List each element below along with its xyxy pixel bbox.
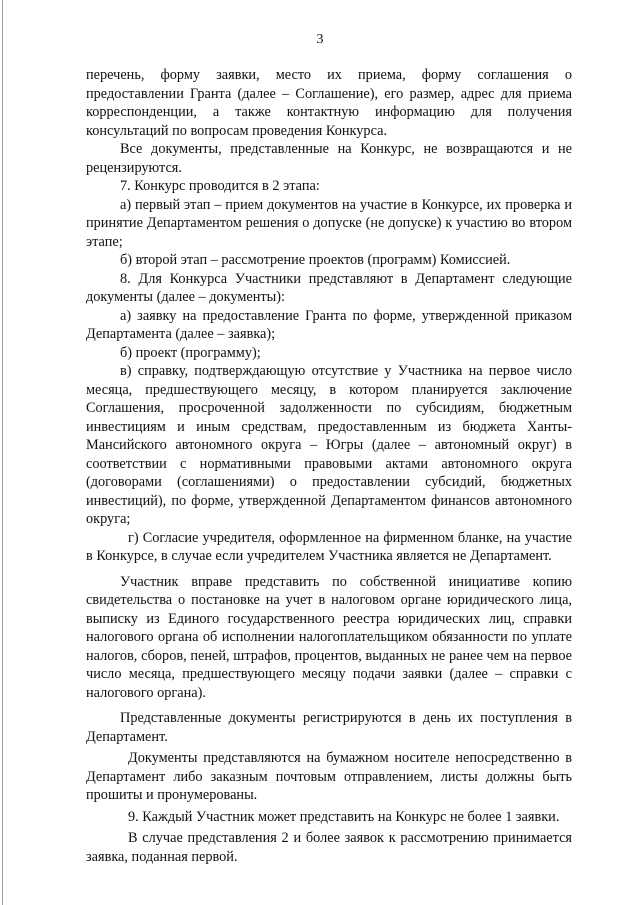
- paragraph-item-8v: в) справку, подтверждающую отсутствие у Участника на первое число месяца, предшествующего месяцу, в котором планируется заключение Соглашения, просроченной задолженности по субсидиям, бюджетным инвестициям и иным средствам, предоставленным из бюджета Ханты-Мансийского автономного округа – Югры (далее – автономный округ) в соответствии с нормативными правовыми актами автономного округа (договорами (соглашениями) о предоставлении субсидий, бюджетных инвестиций), по форме, утвержденной Департаментом финансов автономного округа;: [86, 363, 572, 527]
- document-body: [86, 66, 572, 866]
- paragraph-item-8a: а) заявку на предоставление Гранта по форме, утвержденной приказом Департамента (далее – заявка);: [86, 307, 572, 342]
- paragraph-multiple-applications: В случае представления 2 и более заявок к рассмотрению принимается заявка, поданная первой.: [86, 830, 572, 865]
- paragraph-item-7b: б) второй этап – рассмотрение проектов (программ) Комиссией.: [120, 252, 511, 268]
- paragraph-item-8g: г) Согласие учредителя, оформленное на фирменном бланке, на участие в Конкурсе, в случае если учредителем Участника является не Департамент.: [86, 529, 572, 564]
- paragraph-submission-method: Документы представляются на бумажном носителе непосредственно в Департамент либо заказным почтовым отправлением, листы должны быть прошиты и пронумерованы.: [86, 750, 572, 803]
- paragraph-registration: Представленные документы регистрируются в день их поступления в Департамент.: [86, 710, 572, 745]
- paragraph-item-9: 9. Каждый Участник может представить на Конкурс не более 1 заявки.: [128, 808, 560, 825]
- paragraph-item-8b: б) проект (программу);: [120, 344, 261, 361]
- paragraph-documents-not-returned: Все документы, представленные на Конкурс, не возвращаются и не рецензируются.: [86, 141, 572, 176]
- page-number: 3: [316, 32, 324, 47]
- paragraph-continuation: перечень, форму заявки, место их приема, форму соглашения о предоставлении Гранта (далее – Соглашение), его размер, адрес для приема корреспонденции, а также контактную информацию для получения консультаций по вопросам проведения Конкурса.: [86, 67, 572, 139]
- paragraph-item-7: 7. Конкурс проводится в 2 этапа:: [120, 178, 320, 194]
- scan-edge-line: [2, 0, 3, 905]
- paragraph-item-7a: а) первый этап – прием документов на участие в Конкурсе, их проверка и принятие Департаментом решения о допуске (не допуске) к участию во втором этапе;: [86, 196, 572, 250]
- paragraph-item-8: 8. Для Конкурса Участники представляют в Департамент следующие документы (далее – документы):: [86, 270, 572, 305]
- paragraph-optional-documents: Участник вправе представить по собственной инициативе копию свидетельства о постановке на учет в налоговом органе юридического лица, выписку из Единого государственного реестра юридических лиц, справки налогового органа об исполнении налогоплательщиком обязанности по уплате налогов, сборов, пеней, штрафов, процентов, выданных не ранее чем на первое число месяца, предшествующего месяцу подачи заявки (далее – справки с налогового органа).: [86, 573, 572, 701]
